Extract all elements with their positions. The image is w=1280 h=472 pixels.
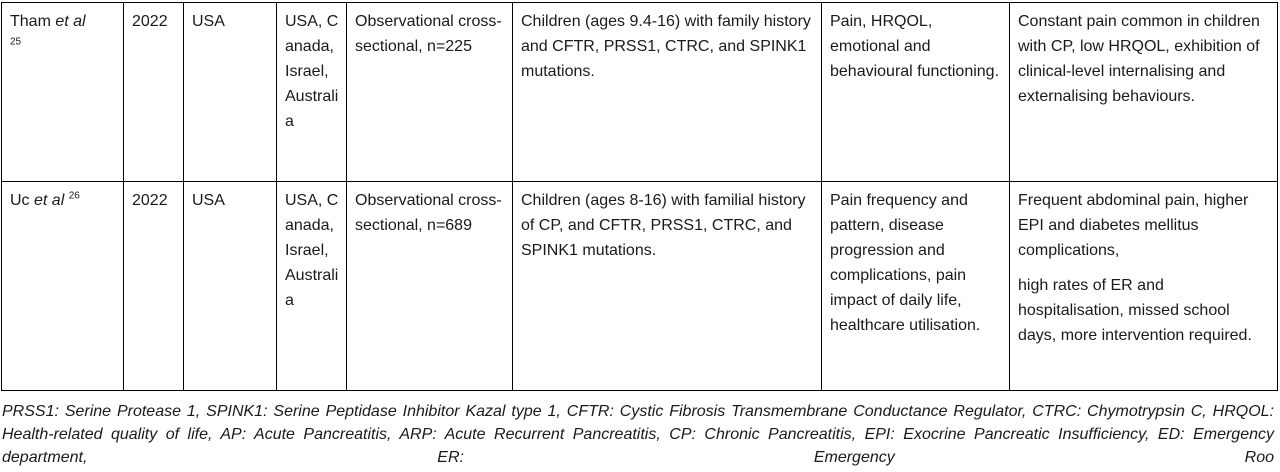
author-cell — [2, 182, 124, 391]
reference-number: 25 — [10, 36, 22, 48]
population-cell: Children (ages 8-16) with familial history of CP, and CFTR, PRSS1, CTRC, and SPINK1 mutations. — [513, 182, 822, 391]
country-cell: USA — [184, 3, 277, 182]
results-cell — [1010, 182, 1278, 391]
et-al-label: et al — [55, 13, 86, 30]
et-al-label: et al — [34, 192, 65, 209]
result-paragraph: Constant pain common in children with CP, low HRQOL, exhibition of clinical-level internalising and externalising behaviours. — [1018, 13, 1260, 105]
study-table — [1, 2, 1278, 391]
author-cell — [2, 3, 124, 182]
results-cell — [1010, 3, 1278, 182]
reference-number: 26 — [68, 190, 80, 202]
year-cell: 2022 — [124, 182, 184, 391]
abbreviations-footnote: PRSS1: Serine Protease 1, SPINK1: Serine Peptidase Inhibitor Kazal type 1, CFTR: Cystic Fibrosis Transmembrane Conductance Regulator, CTRC: Chymotrypsin C, HRQOL: Health-related quality of life, AP: Acute Pancreatitis, ARP: Acute Recurrent Pancreatitis, CP: Chronic Pancreatitis, EPI: Exocrine Pancreatic Insufficiency, ED: Emergency department, ER: Emergency Roo — [2, 403, 1274, 466]
design-cell: Observational cross-sectional, n=689 — [347, 182, 513, 391]
author-name: Uc — [10, 192, 30, 209]
result-paragraph: high rates of ER and hospitalisation, missed school days, more intervention required. — [1018, 277, 1252, 344]
table-row — [2, 182, 1278, 391]
country-cell: USA — [184, 182, 277, 391]
author-name: Tham — [10, 13, 51, 30]
population-cell: Children (ages 9.4-16) with family history and CFTR, PRSS1, CTRC, and SPINK1 mutations. — [513, 3, 822, 182]
outcomes-cell: Pain frequency and pattern, disease progression and complications, pain impact of daily life, healthcare utilisation. — [822, 182, 1010, 391]
table-row — [2, 3, 1278, 182]
sites-cell: USA, Canada, Israel, Australia — [277, 182, 347, 391]
outcomes-cell: Pain, HRQOL, emotional and behavioural functioning. — [822, 3, 1010, 182]
design-cell: Observational cross-sectional, n=225 — [347, 3, 513, 182]
result-paragraph: Frequent abdominal pain, higher EPI and diabetes mellitus complications, — [1018, 192, 1249, 259]
year-cell: 2022 — [124, 3, 184, 182]
sites-cell: USA, Canada, Israel, Australia — [277, 3, 347, 182]
